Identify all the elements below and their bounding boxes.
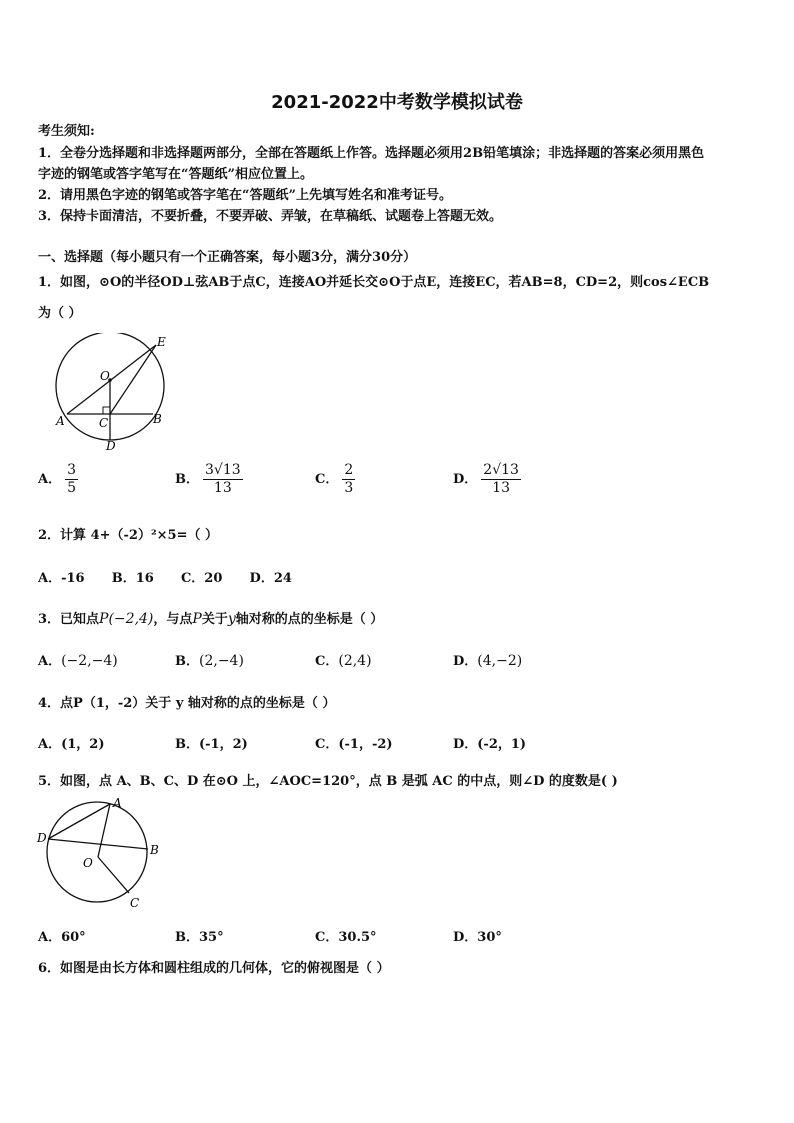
q1-a-numerator: 3 (67, 462, 77, 478)
q5-option-d[interactable]: D．30° (453, 930, 502, 945)
q2-options[interactable]: A．-16 B．16 C．20 D．24 (38, 571, 292, 586)
q1-b-denominator: 13 (213, 480, 232, 496)
q3-option-a[interactable]: A．(−2,−4) (38, 653, 118, 669)
q5-label-b: B (150, 843, 159, 857)
notice-heading: 考生须知: (38, 124, 95, 139)
q1-d-numerator: 2√13 (483, 462, 519, 478)
q1-c-denominator: 3 (344, 480, 354, 496)
q4-option-a[interactable]: A．(1，2) (38, 737, 105, 752)
q5-label-o: O (83, 856, 93, 870)
q1-circle-figure (48, 333, 178, 455)
q5-circle-figure (35, 795, 165, 915)
q1-d-denominator: 13 (492, 480, 511, 496)
q1-label-a: A (56, 414, 65, 428)
q1-option-b[interactable]: B． $\frac{3√13}{13}$ (175, 462, 241, 496)
q1-label-o: O (100, 369, 110, 383)
page-title: 2021-2022中考数学模拟试卷 (271, 92, 523, 113)
q3-option-b[interactable]: B．(2,−4) (175, 653, 244, 669)
q1-a-denominator: 5 (67, 480, 77, 496)
q1-stem-line2: 为（ ） (38, 306, 82, 321)
q1-c-numerator: 2 (344, 462, 354, 478)
q5-stem: 5．如图，点 A、B、C、D 在⊙O 上，∠AOC=120°，点 B 是弧 AC 的中点，则∠D 的度数是( ) (38, 774, 618, 789)
q5-option-b[interactable]: B．35° (175, 930, 224, 945)
q1-b-numerator: 3√13 (205, 462, 241, 478)
notice-line-2: 2．请用黑色字迹的钢笔或答字笔在“答题纸”上先填写姓名和准考证号。 (38, 188, 453, 203)
q2-stem: 2．计算 4+（-2）²×5=（ ） (38, 528, 219, 543)
q1-option-c[interactable]: C． $\frac{2}{3}$ (315, 462, 354, 496)
q3-option-d[interactable]: D．(4,−2) (453, 653, 523, 669)
q5-label-d: D (37, 831, 47, 845)
q4-stem: 4．点P（1，-2）关于 y 轴对称的点的坐标是（ ） (38, 696, 336, 711)
notice-line-3: 3．保持卡面清洁，不要折叠，不要弄破、弄皱，在草稿纸、试题卷上答题无效。 (38, 209, 503, 224)
q1-option-d[interactable]: D． $\frac{2√13}{13}$ (453, 462, 519, 496)
notice-line-1b: 字迹的钢笔或答字笔写在“答题纸”相应位置上。 (38, 167, 313, 182)
q6-stem: 6．如图是由长方体和圆柱组成的几何体，它的俯视图是（ ） (38, 961, 390, 976)
q1-label-b: B (153, 412, 162, 426)
q1-label-d: D (106, 439, 116, 453)
q5-option-c[interactable]: C．30.5° (315, 930, 377, 945)
q5-label-c: C (130, 896, 140, 910)
q1-label-c: C (99, 416, 109, 430)
q4-option-b[interactable]: B．(-1，2) (175, 737, 248, 752)
q3-point: P(−2,4) (99, 611, 154, 627)
q1-label-e: E (157, 335, 166, 349)
q3-stem: 3．已知点P(−2,4)，与点P关于y轴对称的点的坐标是（ ） (38, 611, 384, 627)
q4-option-d[interactable]: D．(-2，1) (453, 737, 527, 752)
q1-option-a[interactable]: A． $\frac{3}{5}$ (38, 462, 77, 496)
q5-label-a: A (113, 796, 122, 810)
q1-stem-line1: 1．如图，⊙O的半径OD⊥弦AB于点C，连接AO并延长交⊙O于点E，连接EC，若AB=8，CD=2，则cos∠ECB (38, 275, 710, 290)
q5-option-a[interactable]: A．60° (38, 930, 86, 945)
section-heading: 一、选择题（每小题只有一个正确答案，每小题3分，满分30分） (38, 250, 417, 265)
q4-option-c[interactable]: C．(-1，-2) (315, 737, 393, 752)
notice-line-1a: 1．全卷分选择题和非选择题两部分，全部在答题纸上作答。选择题必须用2B铅笔填涂；非选择题的答案必须用黑色 (38, 146, 705, 161)
q3-option-c[interactable]: C．(2,4) (315, 653, 372, 669)
